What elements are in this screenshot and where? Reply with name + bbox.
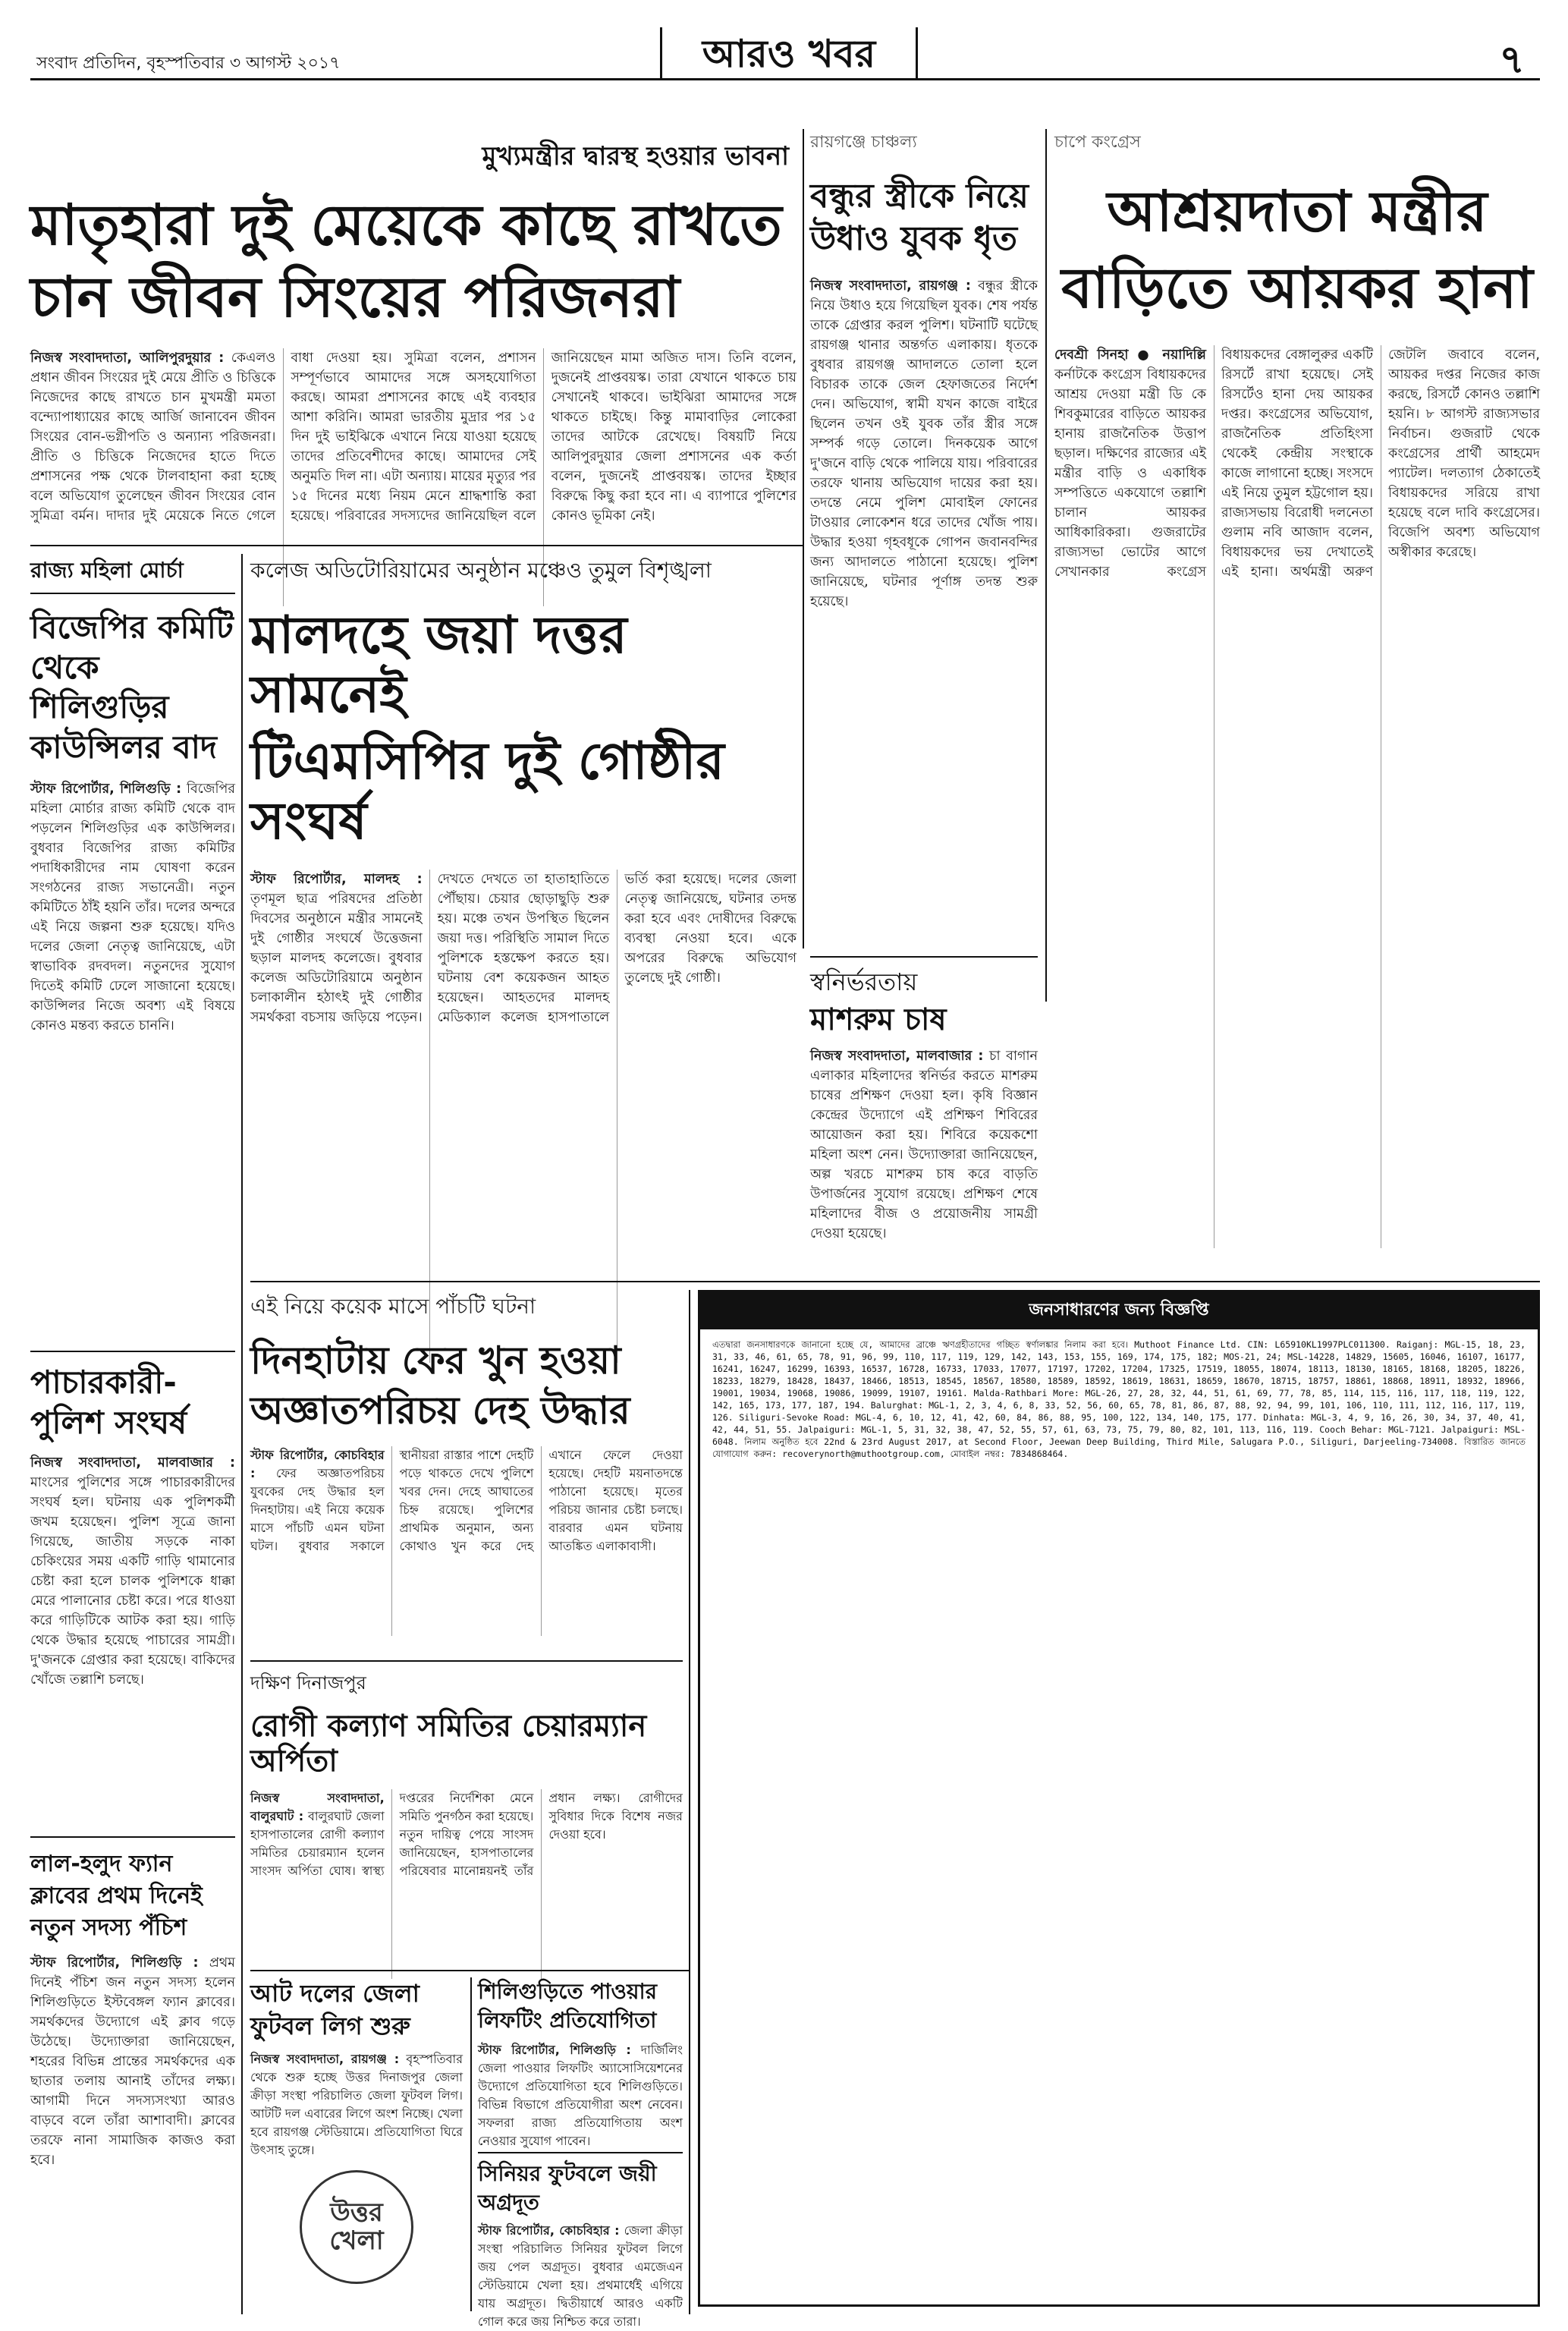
story-headline: আশ্রয়দাতা মন্ত্রীর [1107, 179, 1488, 244]
story-byline: নিজস্ব সংবাদদাতা, বালুরঘাট : [250, 1791, 385, 1823]
story-headline-line2: টিএমসিপির দুই গোষ্ঠীর সংঘর্ষ [250, 731, 724, 851]
section-label: রাজ্য মহিলা মোর্চা [30, 554, 235, 594]
horizontal-rule [478, 2152, 683, 2153]
story-text: জেলা ক্রীড়া সংস্থা পরিচালিত সিনিয়র ফুটবল লিগে জয় পেল অগ্রদূত। বুধবার এমজেএন স্টেডিয়ামে খেলা হয়। প্রথমার্ধেই এগিয়ে যায় অগ্রদূত। দ্বিতীয়ার্ধে আরও একটি গোল করে জয় নিশ্চিত করে তারা। [478, 2222, 683, 2329]
story-text: কর্নাটকে কংগ্রেস বিধায়কদের আশ্রয় দেওয়া মন্ত্রী ডি কে শিবকুমারের বাড়িতে আয়কর হানায় রাজনৈতিক উত্তাপ ছড়াল। দক্ষিণের রাজ্যের এই মন্ত্রীর বাড়ি ও একাধিক সম্পত্তিতে একযোগে তল্লাশি চালান আয়কর আধিকারিকরা। গুজরাটের রাজ্যসভা ভোটের আগে সেখানকার কংগ্রেস বিধায়কদের বেঙ্গালুরুর একটি রিসর্টে রাখা হয়েছে। সেই রিসর্টেও হানা দেয় আয়কর দপ্তর। কংগ্রেসের অভিযোগ, রাজনৈতিক প্রতিহিংসা থেকেই কেন্দ্রীয় সংস্থাকে কাজে লাগানো হচ্ছে। সংসদে এই নিয়ে তুমুল হট্টগোল হয়। রাজ্যসভায় বিরোধী দলনেতা গুলাম নবি আজাদ বলেন, বিধায়কদের ভয় দেখাতেই এই হানা। অর্থমন্ত্রী অরুণ জেটলি জবাবে বলেন, আয়কর দপ্তর নিজের কাজ করছে, রিসর্টে কোনও তল্লাশি হয়নি। ৮ আগস্ট রাজ্যসভার নির্বাচন। গুজরাট থেকে কংগ্রেসের প্রার্থী আহমেদ প্যাটেল। দলত্যাগ ঠেকাতেই বিধায়কদের সরিয়ে রাখা হয়েছে বলে দাবি কংগ্রেসের। বিজেপি অবশ্য অভিযোগ অস্বীকার করেছে। [1054, 348, 1540, 580]
story-byline: নিজস্ব সংবাদদাতা, রায়গঞ্জ : [250, 2052, 400, 2067]
story-body [250, 2050, 463, 2160]
story-senior-football [478, 2152, 683, 2329]
story-income-tax-raid [1054, 129, 1540, 1252]
story-byline: স্টাফ রিপোর্টার, শিলিগুড়ি : [30, 1955, 199, 1971]
story-body [250, 1789, 683, 1979]
story-smuggler-clash [30, 1351, 235, 1829]
horizontal-rule [250, 1970, 689, 1971]
story-text: বৃহস্পতিবার থেকে শুরু হচ্ছে উত্তর দিনাজপুর জেলা ক্রীড়া সংস্থা পরিচালিত জেলা ফুটবল লিগ। আটটি দল এবারের লিগে অংশ নিচ্ছে। খেলা হবে রায়গঞ্জ স্টেডিয়ামে। প্রতিযোগিতা ঘিরে উৎসাহ তুঙ্গে। [250, 2052, 463, 2158]
story-byline: নিজস্ব সংবাদদাতা, মালবাজার : [30, 1455, 235, 1471]
story-body [30, 1953, 235, 2170]
story-byline: দেবশ্রী সিনহা ● নয়াদিল্লি [1054, 348, 1206, 363]
story-fan-club [30, 1836, 235, 2307]
story-body [30, 779, 235, 1036]
story-body [250, 870, 797, 1363]
story-kicker: এই নিয়ে কয়েক মাসে পাঁচটি ঘটনা [250, 1294, 536, 1319]
column-divider [803, 129, 804, 948]
story-headline: সিনিয়র ফুটবলে জয়ী অগ্রদূত [478, 2161, 657, 2215]
story-headline: বন্ধুর স্ত্রীকে নিয়ে উধাও যুবক ধৃত [810, 177, 1029, 259]
story-body [478, 2041, 683, 2150]
story-headline: লাল-হলুদ ফ্যান ক্লাবের প্রথম দিনেই নতুন সদস্য পঁচিশ [30, 1851, 203, 1941]
column-divider [470, 1977, 472, 2311]
notice-title: জনসাধারণের জন্য বিজ্ঞপ্তি [700, 1292, 1538, 1329]
story-football-league [250, 1977, 463, 2311]
masthead-dateline: সংবাদ প্রতিদিন, বৃহস্পতিবার ৩ আগস্ট ২০১৭ [36, 54, 341, 73]
story-text: বিজেপির মহিলা মোর্চার রাজ্য কমিটি থেকে বাদ পড়লেন শিলিগুড়ির এক কাউন্সিলর। বুধবার বিজেপির রাজ্য কমিটির পদাধিকারীদের নাম ঘোষণা করেন সংগঠনের রাজ্য সভানেত্রী। নতুন কমিটিতে ঠাঁই হয়নি তাঁর। দলের অন্দরে এই নিয়ে জল্পনা শুরু হয়েছে। যদিও দলের জেলা নেতৃত্ব জানিয়েছে, এটা স্বাভাবিক রদবদল। নতুনদের সুযোগ দিতেই কমিটি ঢেলে সাজানো হয়েছে। কাউন্সিলর নিজে অবশ্য এই বিষয়ে কোনও মন্তব্য করতে চাননি। [30, 782, 235, 1033]
story-mushroom [810, 956, 1038, 1275]
column-divider [241, 554, 243, 2314]
story-text: দার্জিলিং জেলা পাওয়ার লিফটিং অ্যাসোসিয়েশনের উদ্যোগে প্রতিযোগিতা হবে শিলিগুড়িতে। বিভিন্ন বিভাগে প্রতিযোগীরা অংশ নেবেন। সফলরা রাজ্য প্রতিযোগিতায় অংশ নেওয়ার সুযোগ পাবেন। [478, 2042, 683, 2148]
story-body [478, 2222, 683, 2331]
section-label: দক্ষিণ দিনাজপুর [250, 1672, 366, 1694]
story-text: চা বাগান এলাকার মহিলাদের স্বনির্ভর করতে মাশরুম চাষের প্রশিক্ষণ দেওয়া হল। কৃষি বিজ্ঞান কেন্দ্রের উদ্যোগে এই প্রশিক্ষণ শিবিরের আয়োজন করা হয়। শিবিরে কয়েকশো মহিলা অংশ নেন। উদ্যোক্তারা জানিয়েছেন, অল্প খরচে মাশরুম চাষ করে বাড়তি উপার্জনের সুযোগ রয়েছে। প্রশিক্ষণ শেষে মহিলাদের বীজ ও প্রয়োজনীয় সামগ্রী দেওয়া হয়েছে। [810, 1048, 1038, 1241]
page-number: ৭ [1499, 37, 1525, 83]
story-headline-line2: চান জীবন সিংয়ের পরিজনরা [30, 265, 680, 331]
story-body [810, 276, 1038, 612]
horizontal-rule [30, 1351, 235, 1352]
story-text: মাংসের পুলিশের সঙ্গে পাচারকারীদের সংঘর্ষ হল। ঘটনায় এক পুলিশকর্মী জখম হয়েছেন। পুলিশ সূত্রে জানা গিয়েছে, জাতীয় সড়কে নাকা চেকিংয়ের সময় একটি গাড়ি থামানোর চেষ্টা করা হলে চালক পুলিশকে ধাক্কা মেরে পালানোর চেষ্টা করে। পরে ধাওয়া করে গাড়িটিকে আটক করা হয়। গাড়ি থেকে উদ্ধার হয়েছে পাচারের সামগ্রী। দু'জনকে গ্রেপ্তার করা হয়েছে। বাকিদের খোঁজে তল্লাশি চলছে। [30, 1475, 235, 1688]
story-rogi-kalyan [250, 1660, 683, 1964]
story-body [810, 1046, 1038, 1244]
story-byline: স্টাফ রিপোর্টার, শিলিগুড়ি : [478, 2042, 631, 2057]
story-body [30, 1453, 235, 1690]
uttar-khela-logo: উত্তর খেলা [300, 2170, 413, 2284]
story-headline: মাশরুম চাষ [810, 1002, 947, 1037]
story-headline: রোগী কল্যাণ সমিতির চেয়ারম্যান অর্পিতা [250, 1709, 647, 1779]
story-headline: মাতৃহারা দুই মেয়েকে কাছে রাখতে [30, 193, 782, 258]
story-text: বালুরঘাট জেলা হাসপাতালের রোগী কল্যাণ সমিতির চেয়ারম্যান হলেন সাংসদ অর্পিতা ঘোষ। স্বাস্থ্য দপ্তরের নির্দেশিকা মেনে সমিতি পুনর্গঠন করা হয়েছে। নতুন দায়িত্ব পেয়ে সাংসদ জানিয়েছেন, হাসপাতালের পরিষেবার মানোন্নয়নই তাঁর প্রধান লক্ষ্য। রোগীদের সুবিধার দিকে বিশেষ নজর দেওয়া হবে। [250, 1791, 683, 1878]
story-text: কেএলও প্রধান জীবন সিংয়ের দুই মেয়ে প্রীতি ও চিত্তিকে নিজেদের কাছে রাখতে চান মুখমন্ত্রী মমতা বন্দ্যোপাধ্যায়ের কাছে আর্জি জানাবেন জীবন সিংয়ের বোন-ভগ্নীপতি ও অন্যান্য পরিজনরা। প্রীতি ও চিত্তিকে নিজেদের হাতে দিতে প্রশাসনের পক্ষ থেকে টালবাহানা করা হচ্ছে বলে অভিযোগ তুলেছেন জীবন সিংয়ের বোন সুমিত্রা বর্মন। দাদার দুই মেয়েকে নিতে গেলে বাধা দেওয়া হয়। সুমিত্রা বলেন, প্রশাসন সম্পূর্ণভাবে আমাদের সঙ্গে অসহযোগিতা করছে। আমরা প্রশাসনের কাছে এই ব্যবহার আশা করিনি। আমরা ভারতীয় মুদ্রার পর ১৫ দিন দুই ভাইঝিকে এখানে নিয়ে যাওয়া হয়েছে তাদের প্রতিবেশীদের কাছে। আমাদের সেই অনুমতি দিল না। এটা অন্যায়। মায়ের মৃত্যুর পর ১৫ দিনের মধ্যে নিয়ম মেনে শ্রাদ্ধশান্তি করা হয়েছে। পরিবারের সদস্যদের জানিয়েছিল বলে জানিয়েছেন মামা অজিত দাস। তিনি বলেন, দুজনেই প্রাপ্তবয়স্ক। তারা যেখানে থাকতে চায় সেখানেই থাকবে। ভাইঝিরা আমাদের সঙ্গে থাকতে চাইছে। কিন্তু মামাবাড়ির লোকেরা তাদের আটকে রেখেছে। বিষয়টি নিয়ে আলিপুরদুয়ার জেলা প্রশাসনের এক কর্তা বলেন, দুজনেই প্রাপ্তবয়স্ক। তাদের ইচ্ছার বিরুদ্ধে কিছু করা হবে না। এ ব্যাপারে পুলিশের কোনও ভূমিকা নেই। [30, 351, 797, 524]
story-byline: স্টাফ রিপোর্টার, মালদহ : [250, 871, 423, 887]
story-kicker: রায়গঞ্জে চাঞ্চল্য [810, 133, 917, 152]
story-headline: আট দলের জেলা ফুটবল লিগ শুরু [250, 1979, 419, 2041]
story-headline: মালদহে জয়া দত্তর সামনেই [250, 606, 627, 725]
column-divider [1045, 129, 1047, 1002]
story-text: তৃণমূল ছাত্র পরিষদের প্রতিষ্ঠা দিবসের অনুষ্ঠানে মন্ত্রীর সামনেই দুই গোষ্ঠীর সংঘর্ষে উত্তেজনা ছড়াল মালদহ কলেজে। বুধবার কলেজ অডিটোরিয়ামে অনুষ্ঠান চলাকালীন হঠাৎই দুই গোষ্ঠীর সমর্থকরা বচসায় জড়িয়ে পড়েন। দেখতে দেখতে তা হাতাহাতিতে পৌঁছায়। চেয়ার ছোড়াছুড়ি শুরু হয়। মঞ্চে তখন উপস্থিত ছিলেন জয়া দত্ত। পরিস্থিতি সামাল দিতে পুলিশকে হস্তক্ষেপ করতে হয়। ঘটনায় বেশ কয়েকজন আহত হয়েছেন। আহতদের মালদহ মেডিক্যাল কলেজ হাসপাতালে ভর্তি করা হয়েছে। দলের জেলা নেতৃত্ব জানিয়েছে, ঘটনার তদন্ত করা হবে এবং দোষীদের বিরুদ্ধে ব্যবস্থা নেওয়া হবে। একে অপরের বিরুদ্ধে অভিযোগ তুলেছে দুই গোষ্ঠী। [250, 871, 797, 1025]
story-headline-line2: অজ্ঞাতপরিচয় দেহ উদ্ধার [250, 1388, 630, 1433]
horizontal-rule [30, 545, 803, 546]
story-kicker: কলেজ অডিটোরিয়ামের অনুষ্ঠান মঞ্চেও তুমুল বিশৃঙ্খলা [250, 558, 712, 583]
horizontal-rule [810, 956, 1038, 958]
story-dinhata-body [250, 1290, 683, 1654]
story-headline: বিজেপির কমিটি থেকে শিলিগুড়ির কাউন্সিলর বাদ [30, 609, 234, 766]
public-notice-ad [698, 1290, 1540, 2307]
story-text: বন্ধুর স্ত্রীকে নিয়ে উধাও হয়ে গিয়েছিল যুবক। শেষ পর্যন্ত তাকে গ্রেপ্তার করল পুলিশ। ঘটনাটি ঘটেছে রায়গঞ্জ থানার অন্তর্গত এলাকায়। ধৃতকে বুধবার রায়গঞ্জ আদালতে তোলা হলে বিচারক তাকে জেল হেফাজতের নির্দেশ দেন। অভিযোগ, স্বামী যখন কাজে বাইরে ছিলেন তখন ওই যুবক তাঁর স্ত্রীর সঙ্গে সম্পর্ক গড়ে তোলে। দিনকয়েক আগে দু'জনে বাড়ি থেকে পালিয়ে যায়। পরিবারের তরফে থানায় অভিযোগ দায়ের করা হয়। তদন্তে নেমে পুলিশ মোবাইল ফোনের টাওয়ার লোকেশন ধরে তাদের খোঁজ পায়। উদ্ধার হওয়া গৃহবধূকে গোপন জবানবন্দির জন্য আদালতে পাঠানো হয়েছে। পুলিশ জানিয়েছে, ঘটনার পূর্ণাঙ্গ তদন্ত শুরু হয়েছে। [810, 278, 1038, 609]
story-malda-clash [250, 554, 797, 1275]
story-headline: শিলিগুড়িতে পাওয়ার লিফটিং প্রতিযোগিতা [478, 1979, 658, 2033]
notice-text: এতদ্বারা জনসাধারণকে জানানো হচ্ছে যে, আমাদের ব্রাঞ্চে ঋণগ্রহীতাদের গচ্ছিত স্বর্ণালঙ্কার নিলাম করা হবে। Muthoot Finance Ltd. CIN: L65910KL1997PLC011300. Raiganj: MGL-15, 18, 23, 31, 33, 46, 61, 65, 78, 91, 96, 99, 110, 117, 119, 129, 142, 143, 153, 155, 169, 174, 175, 182; MOS-21, 24; MSL-14228, 14829, 15605, 16046, 16107, 16177, 16241, 16247, 16299, 16393, 16537, 16728, 16733, 17033, 17077, 17197, 17202, 17204, 17325, 17519, 18055, 18074, 18113, 18130, 18165, 18168, 18205, 18226, 18233, 18279, 18428, 18437, 18466, 18513, 18545, 18567, 18580, 18589, 18592, 18619, 18631, 18659, 18670, 18715, 18757, 18861, 18868, 18911, 18932, 18966, 19001, 19034, 19068, 19086, 19099, 19107, 19161. Malda-Rathbari More: MGL-26, 27, 28, 32, 44, 51, 61, 69, 77, 78, 85, 114, 115, 116, 117, 118, 119, 122, 142, 165, 173, 177, 187, 194. Balurghat: MGL-1, 2, 3, 4, 6, 8, 33, 52, 56, 60, 65, 78, 81, 86, 87, 88, 92, 94, 99, 101, 106, 110, 111, 112, 116, 117, 119, 126. Siliguri-Sevoke Road: MGL-4, 6, 10, 12, 41, 42, 60, 84, 86, 88, 95, 100, 122, 134, 140, 175, 177. Dinhata: MGL-3, 4, 9, 16, 26, 30, 34, 37, 40, 41, 42, 44, 51, 55. Jalpaiguri: MGL-1, 5, 31, 32, 38, 47, 52, 55, 57, 61, 63, 73, 75, 79, 80, 82, 101, 113, 116, 119. Cooch Behar: MGL-7121. Jalpaiguri: MSL-6048. নিলাম অনুষ্ঠিত হবে 22nd & 23rd August 2017, at Second Floor, Jeewan Deep Building, Third Mile, Salugara P.O., Siliguri, Darjeeling-734008. বিস্তারিত জানতে যোগাযোগ করুন: recoverynorth@muthootgroup.com, মোবাইল নম্বর: 7834868464. [712, 1339, 1526, 1459]
horizontal-rule [250, 1281, 1540, 1282]
story-kicker: স্বনির্ভরতায় [810, 967, 918, 996]
story-text: প্রথম দিনেই পঁচিশ জন নতুন সদস্য হলেন শিলিগুড়িতে ইস্টবেঙ্গল ফ্যান ক্লাবের। সমর্থকদের উদ্যোগে এই ক্লাব গড়ে উঠেছে। উদ্যোক্তারা জানিয়েছেন, শহরের বিভিন্ন প্রান্তের সমর্থকদের এক ছাতার তলায় আনাই তাঁদের লক্ষ্য। আগামী দিনে সদস্যসংখ্যা আরও বাড়বে বলে তাঁরা আশাবাদী। ক্লাবের তরফে নানা সামাজিক কাজও করা হবে। [30, 1955, 235, 2168]
story-byline: নিজস্ব সংবাদদাতা, রায়গঞ্জ : [810, 278, 971, 294]
story-text: ফের অজ্ঞাতপরিচয় যুবকের দেহ উদ্ধার হল দিনহাটায়। এই নিয়ে কয়েক মাসে পাঁচটি এমন ঘটনা ঘটল। বুধবার সকালে স্থানীয়রা রাস্তার পাশে দেহটি পড়ে থাকতে দেখে পুলিশে খবর দেন। দেহে আঘাতের চিহ্ন রয়েছে। পুলিশের প্রাথমিক অনুমান, অন্য কোথাও খুন করে দেহ এখানে ফেলে দেওয়া হয়েছে। দেহটি ময়নাতদন্তে পাঠানো হয়েছে। মৃতের পরিচয় জানার চেষ্টা চলছে। বারবার এমন ঘটনায় আতঙ্কিত এলাকাবাসী। [250, 1448, 683, 1553]
story-abduction [810, 129, 1038, 948]
masthead [30, 27, 1540, 83]
page-title: আরও খবর [660, 27, 918, 80]
story-councillor-dropped [30, 554, 235, 1343]
column-divider [689, 1290, 690, 2314]
story-headline: পাচারকারী-পুলিশ সংঘর্ষ [30, 1364, 187, 1441]
story-byline: স্টাফ রিপোর্টার, শিলিগুড়ি : [30, 782, 182, 797]
story-body [1054, 345, 1540, 1248]
story-byline: স্টাফ রিপোর্টার, কোচবিহার : [250, 1448, 385, 1480]
story-power-lifting [478, 1977, 683, 2148]
story-headline: দিনহাটায় ফের খুন হওয়া [250, 1339, 621, 1383]
story-byline: নিজস্ব সংবাদদাতা, মালবাজার : [810, 1048, 984, 1064]
horizontal-rule [250, 1660, 683, 1662]
story-headline-line2: বাড়িতে আয়কর হানা [1061, 256, 1533, 322]
story-body [250, 1446, 683, 1636]
story-byline: নিজস্ব সংবাদদাতা, আলিপুরদুয়ার : [30, 351, 225, 366]
story-kicker: মুখ্যমন্ত্রীর দ্বারস্থ হওয়ার ভাবনা [482, 141, 789, 171]
story-jibon-singh [30, 137, 797, 531]
horizontal-rule [30, 1836, 235, 1838]
story-kicker: চাপে কংগ্রেস [1054, 133, 1141, 152]
story-byline: স্টাফ রিপোর্টার, কোচবিহার : [478, 2222, 620, 2238]
